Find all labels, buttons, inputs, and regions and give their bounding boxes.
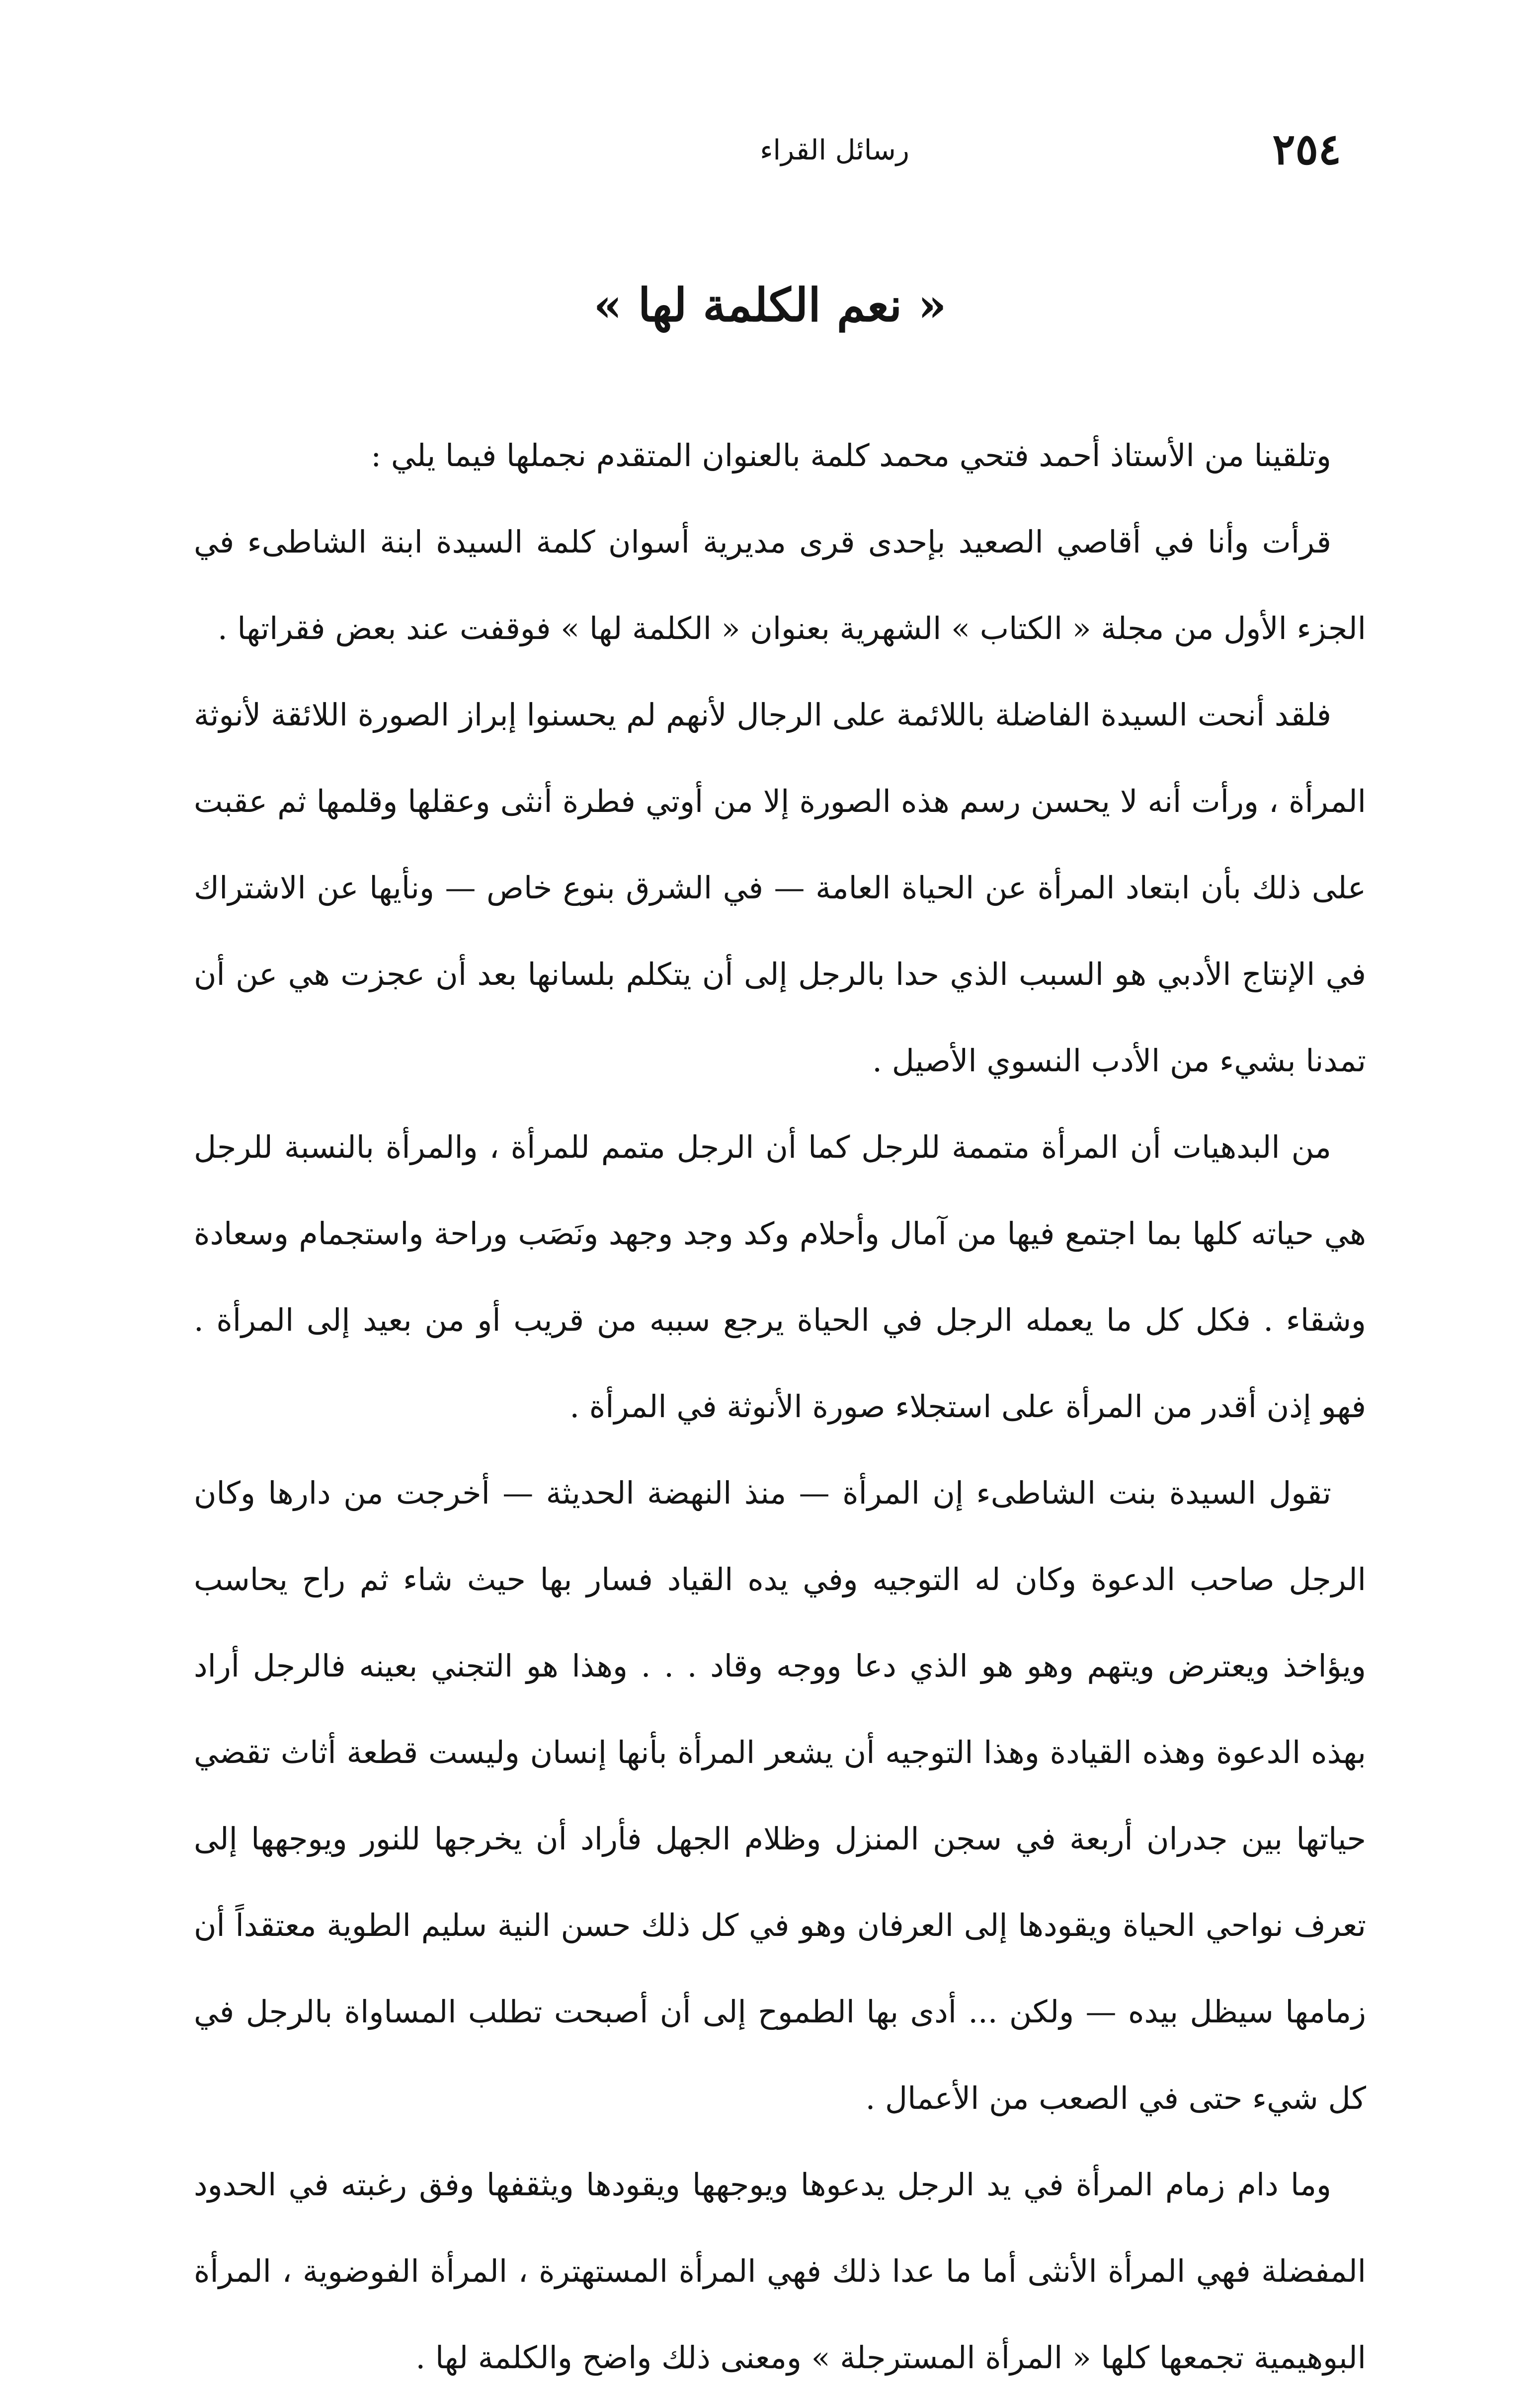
paragraph: وتلقينا من الأستاذ أحمد فتحي محمد كلمة بالعنوان المتقدم نجملها فيما يلي : xyxy=(371,437,1331,474)
paragraph: وما دام زمام المرأة في يد الرجل يدعوها ويوجهها ويقودها ويثقفها وفق رغبته في الحدود المفضلة فهي المرأة الأنثى أما ما عدا ذلك فهي المرأة المستهترة ، المرأة الفوضوية ، المرأة البوهيمية تجمعها كلها « المرأة المسترجلة » ومعنى ذلك واضح والكلمة لها . xyxy=(194,2166,1366,2376)
article-body xyxy=(194,412,1366,2401)
paragraph: قرأت وأنا في أقاصي الصعيد بإحدى قرى مديرية أسوان كلمة السيدة ابنة الشاطىء في الجزء الأول من مجلة « الكتاب » الشهرية بعنوان « الكلمة لها » فوقفت عند بعض فقراتها . xyxy=(194,524,1366,646)
paragraph: تقول السيدة بنت الشاطىء إن المرأة — منذ النهضة الحديثة — أخرجت من دارها وكان الرجل صاحب الدعوة وكان له التوجيه وفي يده القياد فسار بها حيث شاء ثم راح يحاسب ويؤاخذ ويعترض ويتهم وهو هو الذي دعا ووجه وقاد . . . وهذا هو التجني بعينه فالرجل أراد بهذه الدعوة وهذه القيادة وهذا التوجيه أن يشعر المرأة بأنها إنسان وليست قطعة أثاث تقضي حياتها بين جدران أربعة في سجن المنزل وظلام الجهل فأراد أن يخرجها للنور ويوجهها إلى تعرف نواحي الحياة ويقودها إلى العرفان وهو في كل ذلك حسن النية سليم الطوية معتقداً أن زمامها سيظل بيده — ولكن ... أدى بها الطموح إلى أن أصبحت تطلب المساواة بالرجل في كل شيء حتى في الصعب من الأعمال . xyxy=(194,1475,1366,2116)
running-title: رسائل القراء xyxy=(760,134,909,166)
article-title: « نعم الكلمة لها » xyxy=(593,278,947,332)
paragraph: من البدهيات أن المرأة متممة للرجل كما أن الرجل متمم للمرأة ، والمرأة بالنسبة للرجل هي حياته كلها بما اجتمع فيها من آمال وأحلام وكد وجد وجهد ونَصَب وراحة واستجمام وسعادة وشقاء . فكل كل ما يعمله الرجل في الحياة يرجع سببه من قريب أو من بعيد إلى المرأة . فهو إذن أقدر من المرأة على استجلاء صورة الأنوثة في المرأة . xyxy=(194,1129,1366,1425)
paragraph: فلقد أنحت السيدة الفاضلة باللائمة على الرجال لأنهم لم يحسنوا إبراز الصورة اللائقة لأنوثة المرأة ، ورأت أنه لا يحسن رسم هذه الصورة إلا من أوتي فطرة أنثى وعقلها وقلمها ثم عقبت على ذلك بأن ابتعاد المرأة عن الحياة العامة — في الشرق بنوع خاص — ونأيها عن الاشتراك في الإنتاج الأدبي هو السبب الذي حدا بالرجل إلى أن يتكلم بلسانها بعد أن عجزت هي عن أن تمدنا بشيء من الأدب النسوي الأصيل . xyxy=(194,697,1366,1079)
page-number: ٢٥٤ xyxy=(1272,124,1341,174)
running-head xyxy=(328,119,1341,179)
